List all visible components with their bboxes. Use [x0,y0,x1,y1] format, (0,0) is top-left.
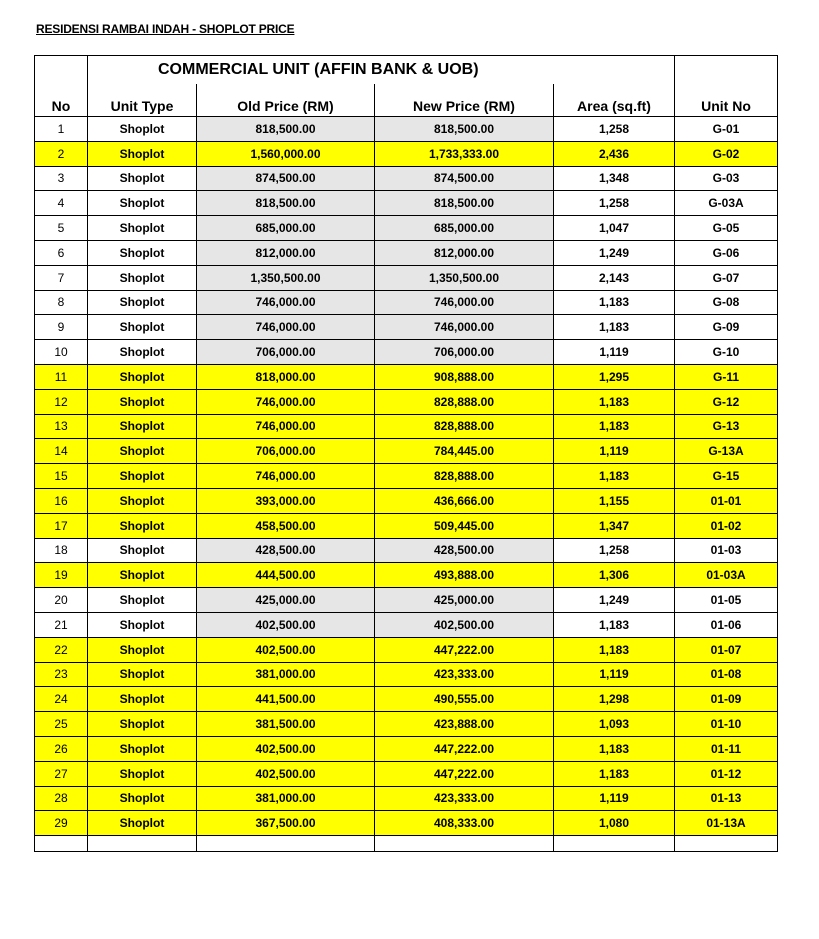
cell-new-price: 447,222.00 [375,736,554,761]
table-row [35,637,778,662]
cell-area: 1,249 [554,588,675,613]
cell-new-price: 818,500.00 [375,191,554,216]
banner-row [35,56,778,85]
cell-new-price: 828,888.00 [375,389,554,414]
cell-unit-type: Shoplot [88,588,197,613]
table-row [35,216,778,241]
cell-unit-type: Shoplot [88,191,197,216]
cell-no: 17 [35,513,88,538]
cell-no: 4 [35,191,88,216]
cell-no: 5 [35,216,88,241]
cell-no: 19 [35,563,88,588]
cell-new-price: 408,333.00 [375,811,554,836]
cell-unit-type: Shoplot [88,364,197,389]
cell-new-price: 423,333.00 [375,662,554,687]
banner-empty-left [35,56,88,85]
table-row [35,141,778,166]
cell-area: 1,047 [554,216,675,241]
cell-old-price: 1,350,500.00 [197,265,375,290]
cell-old-price: 381,000.00 [197,662,375,687]
empty-cell [675,836,778,852]
cell-area: 1,258 [554,117,675,142]
empty-cell [554,836,675,852]
cell-old-price: 818,500.00 [197,117,375,142]
table-row [35,389,778,414]
cell-no: 14 [35,439,88,464]
cell-area: 2,436 [554,141,675,166]
cell-area: 1,183 [554,736,675,761]
cell-unit-no: 01-08 [675,662,778,687]
table-row [35,761,778,786]
table-row [35,488,778,513]
table-body [35,117,778,836]
cell-old-price: 425,000.00 [197,588,375,613]
cell-area: 1,183 [554,612,675,637]
cell-unit-type: Shoplot [88,439,197,464]
table-row [35,191,778,216]
cell-new-price: 784,445.00 [375,439,554,464]
cell-unit-no: G-09 [675,315,778,340]
cell-unit-type: Shoplot [88,340,197,365]
cell-unit-no: G-01 [675,117,778,142]
cell-unit-type: Shoplot [88,513,197,538]
table-row [35,240,778,265]
cell-old-price: 746,000.00 [197,315,375,340]
cell-new-price: 746,000.00 [375,290,554,315]
cell-unit-no: G-13 [675,414,778,439]
cell-new-price: 447,222.00 [375,761,554,786]
cell-old-price: 367,500.00 [197,811,375,836]
table-banner: COMMERCIAL UNIT (AFFIN BANK & UOB) [88,56,675,85]
cell-area: 1,119 [554,786,675,811]
cell-new-price: 493,888.00 [375,563,554,588]
cell-area: 1,306 [554,563,675,588]
cell-area: 1,258 [554,538,675,563]
header-unit-no: Unit No [675,84,778,117]
cell-unit-type: Shoplot [88,141,197,166]
cell-new-price: 828,888.00 [375,464,554,489]
cell-area: 1,155 [554,488,675,513]
cell-unit-no: G-03 [675,166,778,191]
cell-old-price: 746,000.00 [197,290,375,315]
cell-area: 1,183 [554,389,675,414]
empty-cell [375,836,554,852]
cell-unit-no: G-13A [675,439,778,464]
table-row [35,414,778,439]
cell-old-price: 402,500.00 [197,761,375,786]
table-row [35,563,778,588]
cell-unit-type: Shoplot [88,117,197,142]
table-row [35,290,778,315]
cell-unit-type: Shoplot [88,637,197,662]
cell-area: 1,183 [554,315,675,340]
cell-unit-no: 01-05 [675,588,778,613]
cell-unit-type: Shoplot [88,464,197,489]
cell-area: 2,143 [554,265,675,290]
table-row [35,166,778,191]
cell-unit-type: Shoplot [88,786,197,811]
cell-area: 1,183 [554,290,675,315]
cell-new-price: 1,733,333.00 [375,141,554,166]
cell-area: 1,347 [554,513,675,538]
empty-cell [197,836,375,852]
header-new-price: New Price (RM) [375,84,554,117]
cell-no: 25 [35,712,88,737]
cell-new-price: 428,500.00 [375,538,554,563]
cell-old-price: 444,500.00 [197,563,375,588]
cell-area: 1,183 [554,761,675,786]
table-row [35,736,778,761]
cell-unit-no: G-10 [675,340,778,365]
table-row [35,117,778,142]
cell-no: 22 [35,637,88,662]
cell-unit-type: Shoplot [88,761,197,786]
cell-unit-no: G-05 [675,216,778,241]
table-row [35,315,778,340]
cell-unit-type: Shoplot [88,389,197,414]
cell-unit-type: Shoplot [88,216,197,241]
cell-unit-no: G-15 [675,464,778,489]
cell-unit-no: 01-09 [675,687,778,712]
table-row [35,588,778,613]
cell-new-price: 746,000.00 [375,315,554,340]
cell-no: 13 [35,414,88,439]
cell-new-price: 828,888.00 [375,414,554,439]
cell-unit-type: Shoplot [88,488,197,513]
cell-unit-no: 01-13 [675,786,778,811]
cell-old-price: 402,500.00 [197,736,375,761]
cell-new-price: 706,000.00 [375,340,554,365]
cell-unit-type: Shoplot [88,265,197,290]
cell-old-price: 746,000.00 [197,389,375,414]
cell-area: 1,093 [554,712,675,737]
cell-no: 2 [35,141,88,166]
cell-old-price: 818,500.00 [197,191,375,216]
table-row [35,265,778,290]
cell-new-price: 874,500.00 [375,166,554,191]
cell-unit-type: Shoplot [88,736,197,761]
cell-unit-type: Shoplot [88,315,197,340]
cell-unit-no: 01-02 [675,513,778,538]
cell-old-price: 706,000.00 [197,439,375,464]
cell-no: 18 [35,538,88,563]
cell-old-price: 402,500.00 [197,612,375,637]
cell-unit-no: 01-03A [675,563,778,588]
cell-no: 11 [35,364,88,389]
cell-old-price: 746,000.00 [197,464,375,489]
cell-no: 3 [35,166,88,191]
cell-unit-no: G-03A [675,191,778,216]
cell-unit-no: 01-03 [675,538,778,563]
cell-old-price: 428,500.00 [197,538,375,563]
cell-area: 1,119 [554,439,675,464]
cell-area: 1,183 [554,637,675,662]
cell-unit-no: G-12 [675,389,778,414]
cell-no: 27 [35,761,88,786]
cell-no: 29 [35,811,88,836]
cell-new-price: 402,500.00 [375,612,554,637]
cell-old-price: 393,000.00 [197,488,375,513]
cell-no: 6 [35,240,88,265]
cell-unit-type: Shoplot [88,166,197,191]
cell-no: 12 [35,389,88,414]
cell-old-price: 381,000.00 [197,786,375,811]
cell-old-price: 685,000.00 [197,216,375,241]
cell-area: 1,348 [554,166,675,191]
cell-unit-no: 01-06 [675,612,778,637]
cell-unit-no: G-06 [675,240,778,265]
cell-old-price: 402,500.00 [197,637,375,662]
cell-new-price: 425,000.00 [375,588,554,613]
table-row [35,811,778,836]
header-old-price: Old Price (RM) [197,84,375,117]
cell-new-price: 1,350,500.00 [375,265,554,290]
header-no: No [35,84,88,117]
cell-old-price: 381,500.00 [197,712,375,737]
cell-old-price: 874,500.00 [197,166,375,191]
cell-area: 1,183 [554,414,675,439]
cell-unit-no: 01-11 [675,736,778,761]
empty-cell [35,836,88,852]
cell-unit-no: G-08 [675,290,778,315]
shoplot-price-table [34,55,778,852]
cell-unit-no: 01-13A [675,811,778,836]
cell-new-price: 818,500.00 [375,117,554,142]
cell-unit-no: 01-01 [675,488,778,513]
table-row [35,464,778,489]
cell-old-price: 818,000.00 [197,364,375,389]
cell-old-price: 812,000.00 [197,240,375,265]
cell-unit-no: G-11 [675,364,778,389]
cell-new-price: 509,445.00 [375,513,554,538]
table-row [35,538,778,563]
table-row [35,662,778,687]
cell-unit-type: Shoplot [88,414,197,439]
cell-area: 1,249 [554,240,675,265]
cell-new-price: 490,555.00 [375,687,554,712]
header-area: Area (sq.ft) [554,84,675,117]
cell-no: 21 [35,612,88,637]
cell-old-price: 706,000.00 [197,340,375,365]
banner-empty-right [675,56,778,85]
table-row [35,439,778,464]
cell-new-price: 812,000.00 [375,240,554,265]
cell-unit-type: Shoplot [88,290,197,315]
document-title: RESIDENSI RAMBAI INDAH - SHOPLOT PRICE [36,22,295,36]
table-row [35,712,778,737]
cell-no: 15 [35,464,88,489]
cell-area: 1,119 [554,340,675,365]
cell-no: 24 [35,687,88,712]
cell-unit-no: 01-07 [675,637,778,662]
table-row [35,364,778,389]
header-unit-type: Unit Type [88,84,197,117]
cell-unit-type: Shoplot [88,240,197,265]
cell-unit-no: 01-10 [675,712,778,737]
cell-new-price: 436,666.00 [375,488,554,513]
cell-unit-no: G-07 [675,265,778,290]
cell-area: 1,183 [554,464,675,489]
table-row [35,687,778,712]
cell-area: 1,298 [554,687,675,712]
cell-old-price: 746,000.00 [197,414,375,439]
cell-no: 1 [35,117,88,142]
cell-unit-type: Shoplot [88,538,197,563]
cell-old-price: 441,500.00 [197,687,375,712]
table-row [35,513,778,538]
cell-unit-type: Shoplot [88,687,197,712]
cell-unit-type: Shoplot [88,612,197,637]
cell-no: 7 [35,265,88,290]
cell-unit-type: Shoplot [88,811,197,836]
cell-no: 9 [35,315,88,340]
empty-cell [88,836,197,852]
cell-area: 1,080 [554,811,675,836]
cell-new-price: 908,888.00 [375,364,554,389]
table-row [35,340,778,365]
cell-unit-no: 01-12 [675,761,778,786]
cell-no: 10 [35,340,88,365]
cell-unit-no: G-02 [675,141,778,166]
empty-row [35,836,778,852]
cell-new-price: 447,222.00 [375,637,554,662]
cell-old-price: 1,560,000.00 [197,141,375,166]
cell-no: 23 [35,662,88,687]
cell-area: 1,295 [554,364,675,389]
table-row [35,786,778,811]
cell-area: 1,119 [554,662,675,687]
cell-no: 26 [35,736,88,761]
cell-no: 16 [35,488,88,513]
header-row [35,84,778,117]
cell-new-price: 423,333.00 [375,786,554,811]
cell-new-price: 423,888.00 [375,712,554,737]
table-row [35,612,778,637]
cell-no: 20 [35,588,88,613]
cell-no: 8 [35,290,88,315]
cell-unit-type: Shoplot [88,712,197,737]
cell-old-price: 458,500.00 [197,513,375,538]
cell-unit-type: Shoplot [88,563,197,588]
cell-area: 1,258 [554,191,675,216]
cell-unit-type: Shoplot [88,662,197,687]
cell-new-price: 685,000.00 [375,216,554,241]
cell-no: 28 [35,786,88,811]
